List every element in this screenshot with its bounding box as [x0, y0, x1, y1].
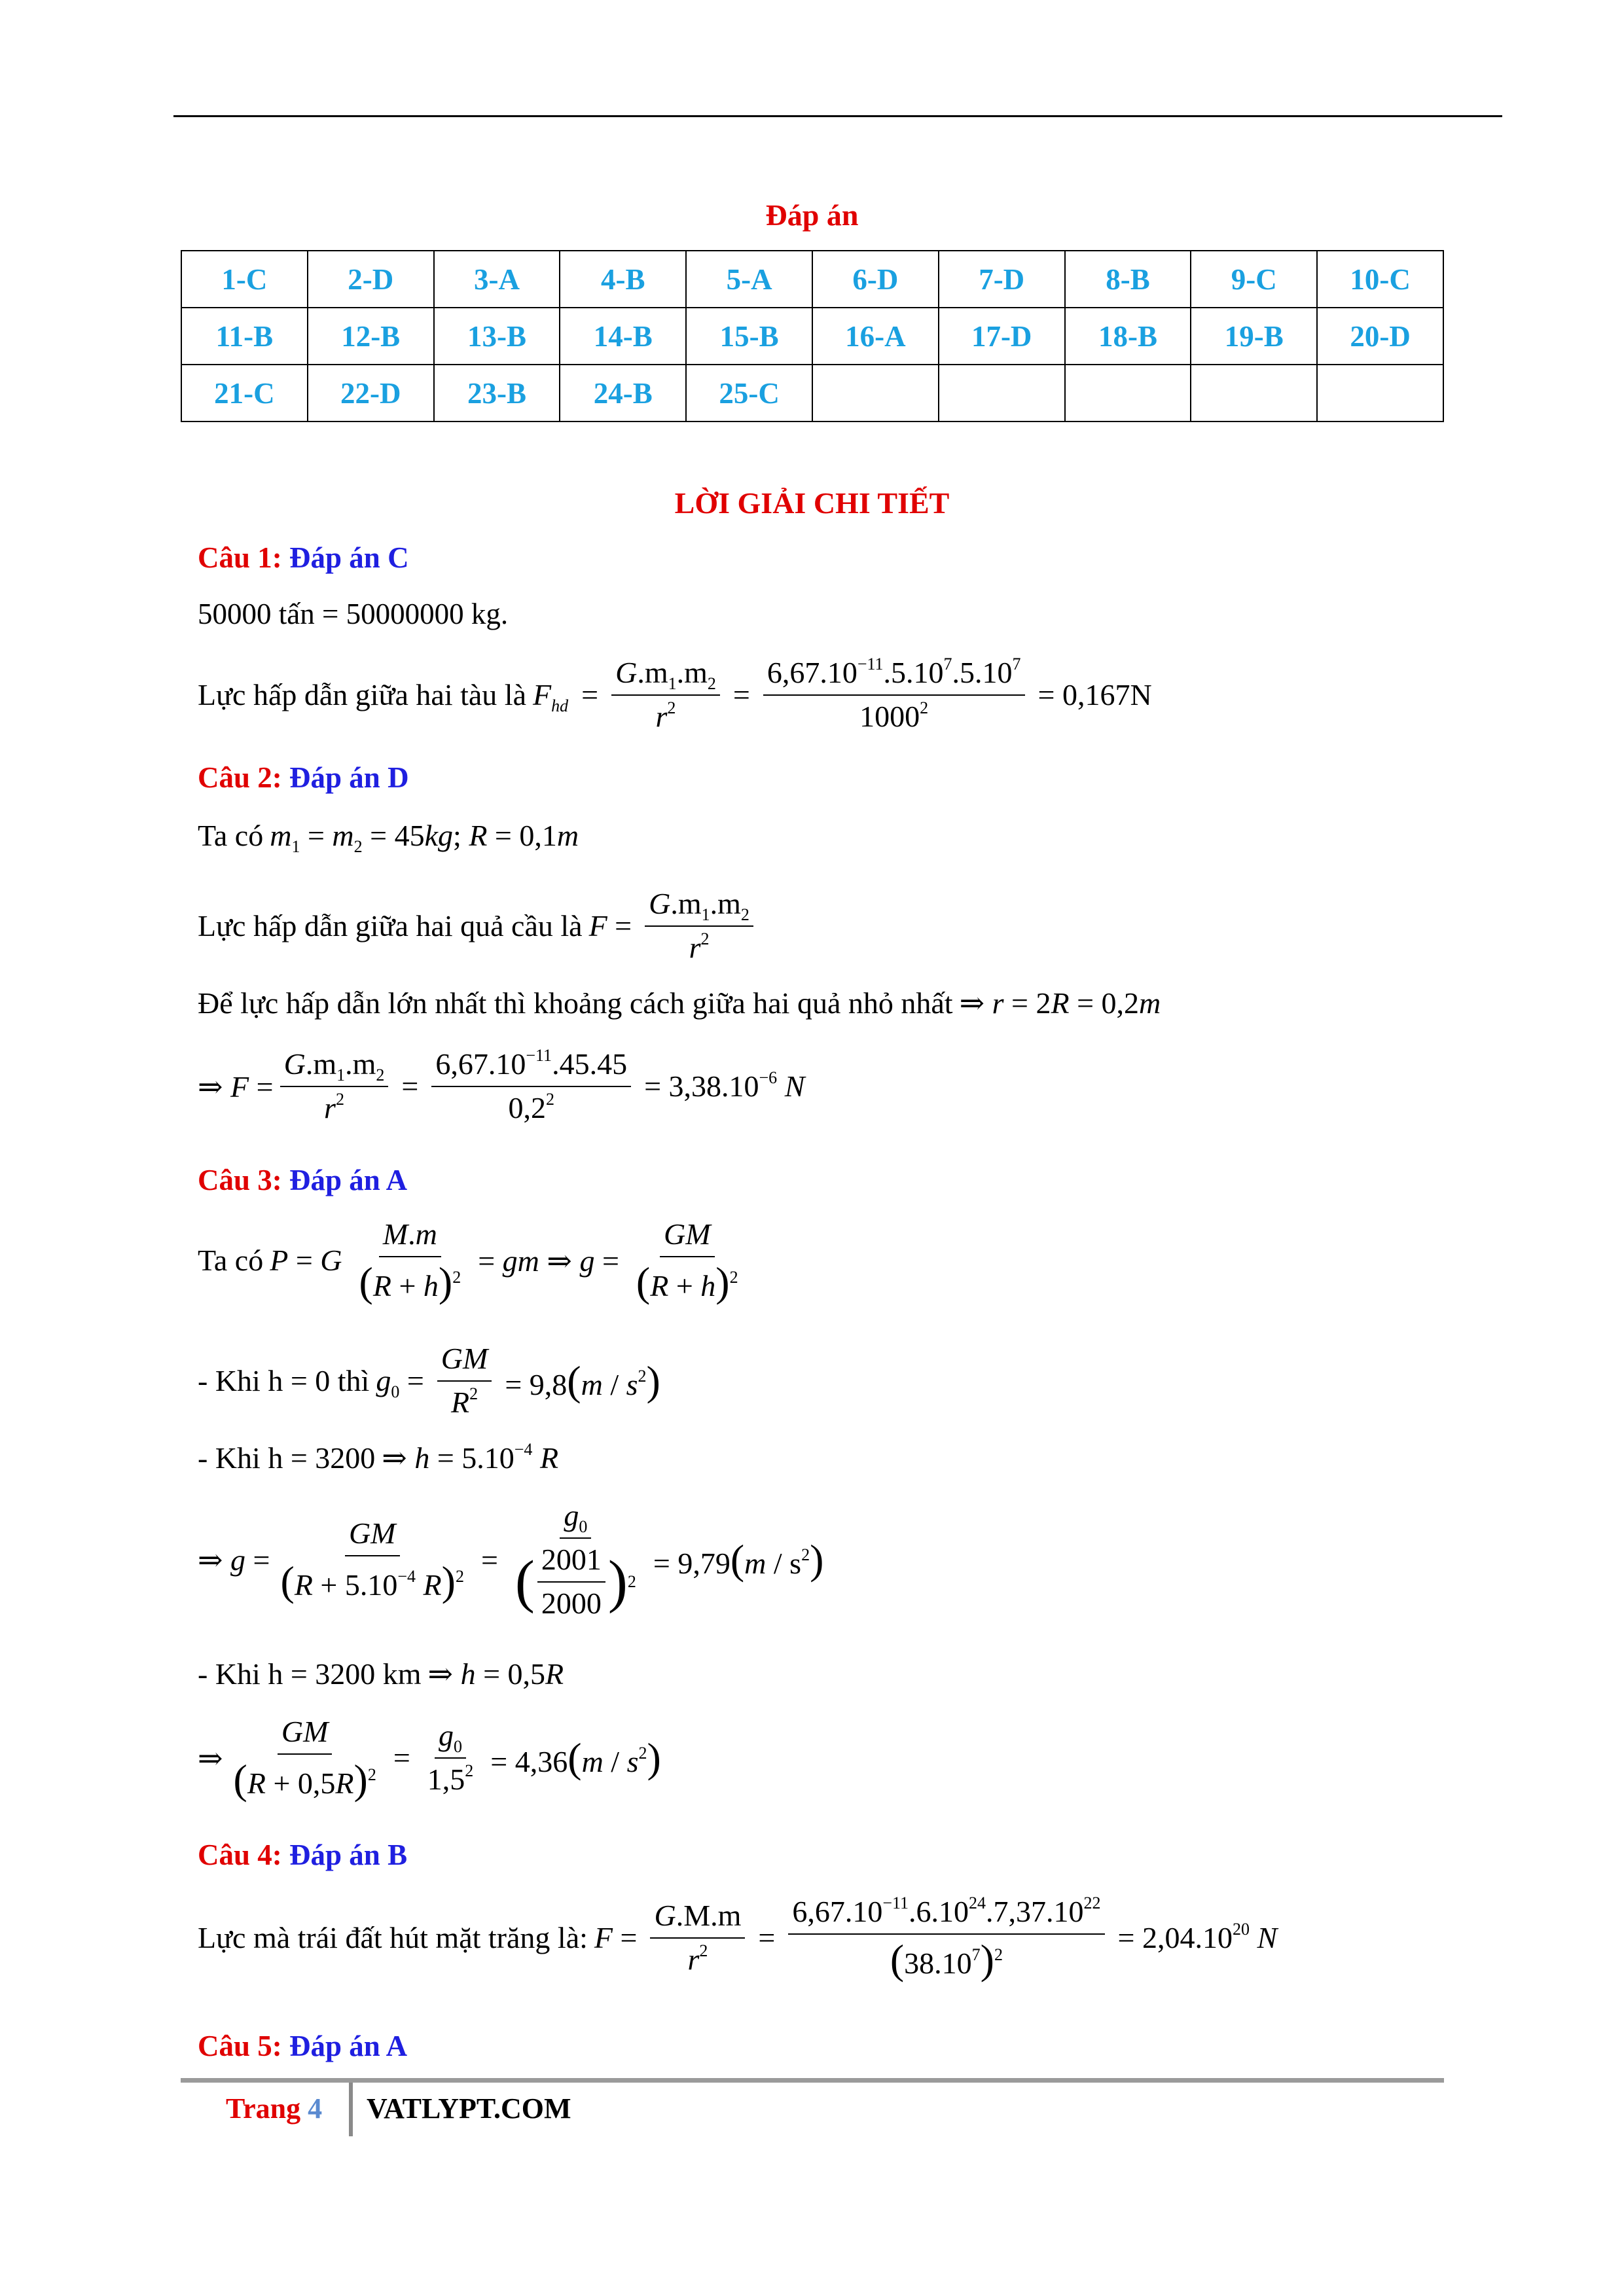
q4-formula-lead: Lực mà trái đất hút mặt trăng là:: [198, 1921, 588, 1955]
question-label: Câu 3:: [198, 1164, 282, 1196]
answer-cell: [812, 365, 939, 422]
answer-cell: 14-B: [560, 308, 686, 365]
answer-cell: 1-C: [181, 251, 308, 308]
q2-formula-lead: Lực hấp dẫn giữa hai quả cầu là: [198, 909, 583, 943]
solution-heading: LỜI GIẢI CHI TIẾT: [674, 486, 950, 520]
page-number: [226, 2092, 322, 2125]
answer-cell: 11-B: [181, 308, 308, 365]
answer-cell: [1065, 365, 1191, 422]
answer-cell: 16-A: [812, 308, 939, 365]
answer-cell: 21-C: [181, 365, 308, 422]
question-answer: Đáp án A: [289, 1164, 408, 1196]
question-answer: Đáp án D: [289, 761, 409, 794]
q3-case-3200-lead: - Khi h = 3200: [198, 1441, 376, 1475]
footer-rule: [181, 2078, 1444, 2083]
table-row: [181, 365, 1443, 422]
answer-cell: 20-D: [1317, 308, 1443, 365]
answer-cell: 13-B: [434, 308, 560, 365]
answer-cell: 3-A: [434, 251, 560, 308]
footer-separator: [349, 2083, 353, 2136]
site-name: VATLYPT.COM: [367, 2092, 571, 2125]
q3-case-surface-lead: - Khi h = 0 thì: [198, 1364, 370, 1398]
question-answer: Đáp án B: [289, 1839, 408, 1871]
q2-given-lead: Ta có: [198, 819, 264, 852]
answer-cell: 7-D: [939, 251, 1065, 308]
q2-condition-lead: Để lực hấp dẫn lớn nhất thì khoảng cách giữa hai quả nhỏ nhất: [198, 986, 953, 1020]
top-rule: [173, 115, 1502, 117]
question-1-header: [198, 541, 409, 575]
answer-cell: 18-B: [1065, 308, 1191, 365]
answer-cell: 5-A: [686, 251, 812, 308]
question-2-header: [198, 761, 409, 795]
answer-cell: 12-B: [308, 308, 434, 365]
question-answer: Đáp án C: [289, 541, 409, 574]
answer-cell: 23-B: [434, 365, 560, 422]
table-row: [181, 251, 1443, 308]
q1-formula-lead: Lực hấp dẫn giữa hai tàu là: [198, 678, 527, 712]
q3-case-3200km-lead: - Khi h = 3200 km: [198, 1657, 422, 1691]
q2-formula: Lực hấp dẫn giữa hai quả cầu là F = $\frac{G.m_1.m_2}{r^2}$: [198, 887, 760, 965]
answer-cell: 9-C: [1191, 251, 1317, 308]
answer-cell: 8-B: [1065, 251, 1191, 308]
question-label: Câu 2:: [198, 761, 282, 794]
answer-cell: 6-D: [812, 251, 939, 308]
q4-formula: Lực mà trái đất hút mặt trăng là: F = $\frac{G.M.m}{r^2}$ = $\frac{6,67.10^{-11}.6.10^{24}.7,37.10^{22}}{(38.10^7)^2}$ = $2,04.10^{20}$ N: [198, 1893, 1278, 1982]
q3-case-3200km: - Khi h = 3200 km ⇒ h = 0,5R: [198, 1657, 564, 1691]
answer-cell: 4-B: [560, 251, 686, 308]
question-5-header: [198, 2029, 407, 2063]
page-label: Trang: [226, 2092, 301, 2125]
q1-mass-line: 50000 tấn = 50000000 kg.: [198, 598, 509, 630]
q2-condition: Để lực hấp dẫn lớn nhất thì khoảng cách giữa hai quả nhỏ nhất ⇒ r = 2R = 0,2m: [198, 986, 1161, 1020]
q3-case-surface: - Khi h = 0 thì $g_0$ = $\frac{GM}{R^2}$ = $9,8(m / s^2)$: [198, 1342, 660, 1419]
answer-cell: [939, 365, 1065, 422]
answer-cell: 15-B: [686, 308, 812, 365]
question-answer: Đáp án A: [289, 2030, 408, 2062]
answer-cell: 22-D: [308, 365, 434, 422]
answer-cell: [1317, 365, 1443, 422]
q2-given: Ta có $m_1 = m_2 = 45kg$; R = 0,1m: [198, 819, 579, 856]
page-number-value: 4: [308, 2092, 323, 2125]
q3-case-3200: - Khi h = 3200 ⇒ $h = 5.10^{-4}$ R: [198, 1440, 559, 1475]
answer-cell: 2-D: [308, 251, 434, 308]
question-label: Câu 1:: [198, 541, 282, 574]
answer-cell: 25-C: [686, 365, 812, 422]
question-3-header: [198, 1163, 407, 1197]
q3-calculation-2: ⇒ $\frac{GM}{(R + 0,5R)^2}$ = $\frac{g_0}{1,5^2}$ = $4,36(m / s^2)$: [198, 1715, 661, 1803]
answer-cell: 17-D: [939, 308, 1065, 365]
answer-cell: 10-C: [1317, 251, 1443, 308]
q3-formula: Ta có P = G $\frac{M.m}{(R + h)^2}$ = gm ⇒ g = $\frac{GM}{(R + h)^2}$: [198, 1217, 738, 1305]
answer-cell: [1191, 365, 1317, 422]
answer-cell: 19-B: [1191, 308, 1317, 365]
q2-calculation: ⇒ F = $\frac{G.m_1.m_2}{r^2}$ = $\frac{6,67.10^{-11}.45.45}{0,2^2}$ = $3,38.10^{-6}$ N: [198, 1046, 805, 1124]
question-4-header: [198, 1838, 407, 1872]
q1-formula: Lực hấp dẫn giữa hai tàu là $F_{hd}$ = $\frac{G.m_1.m_2}{r^2}$ = $\frac{6,67.10^{-11}.5.10^7.5.10^7}{1000^2}$ = 0,167N: [198, 655, 1152, 733]
question-label: Câu 4:: [198, 1839, 282, 1871]
q3-formula-lead: Ta có: [198, 1244, 264, 1278]
answer-key-title: Đáp án: [765, 198, 859, 232]
answer-key-table: [181, 250, 1444, 422]
answer-cell: 24-B: [560, 365, 686, 422]
table-row: [181, 308, 1443, 365]
question-label: Câu 5:: [198, 2030, 282, 2062]
q1-result: = 0,167N: [1038, 678, 1152, 712]
q3-calculation-1: ⇒ g = $\frac{GM}{(R + 5.10^{-4} R)^2}$ = $g_0$ ( $\frac{2001}{2000}$ ) 2 = $9,79(m / s^2)$: [198, 1499, 824, 1620]
